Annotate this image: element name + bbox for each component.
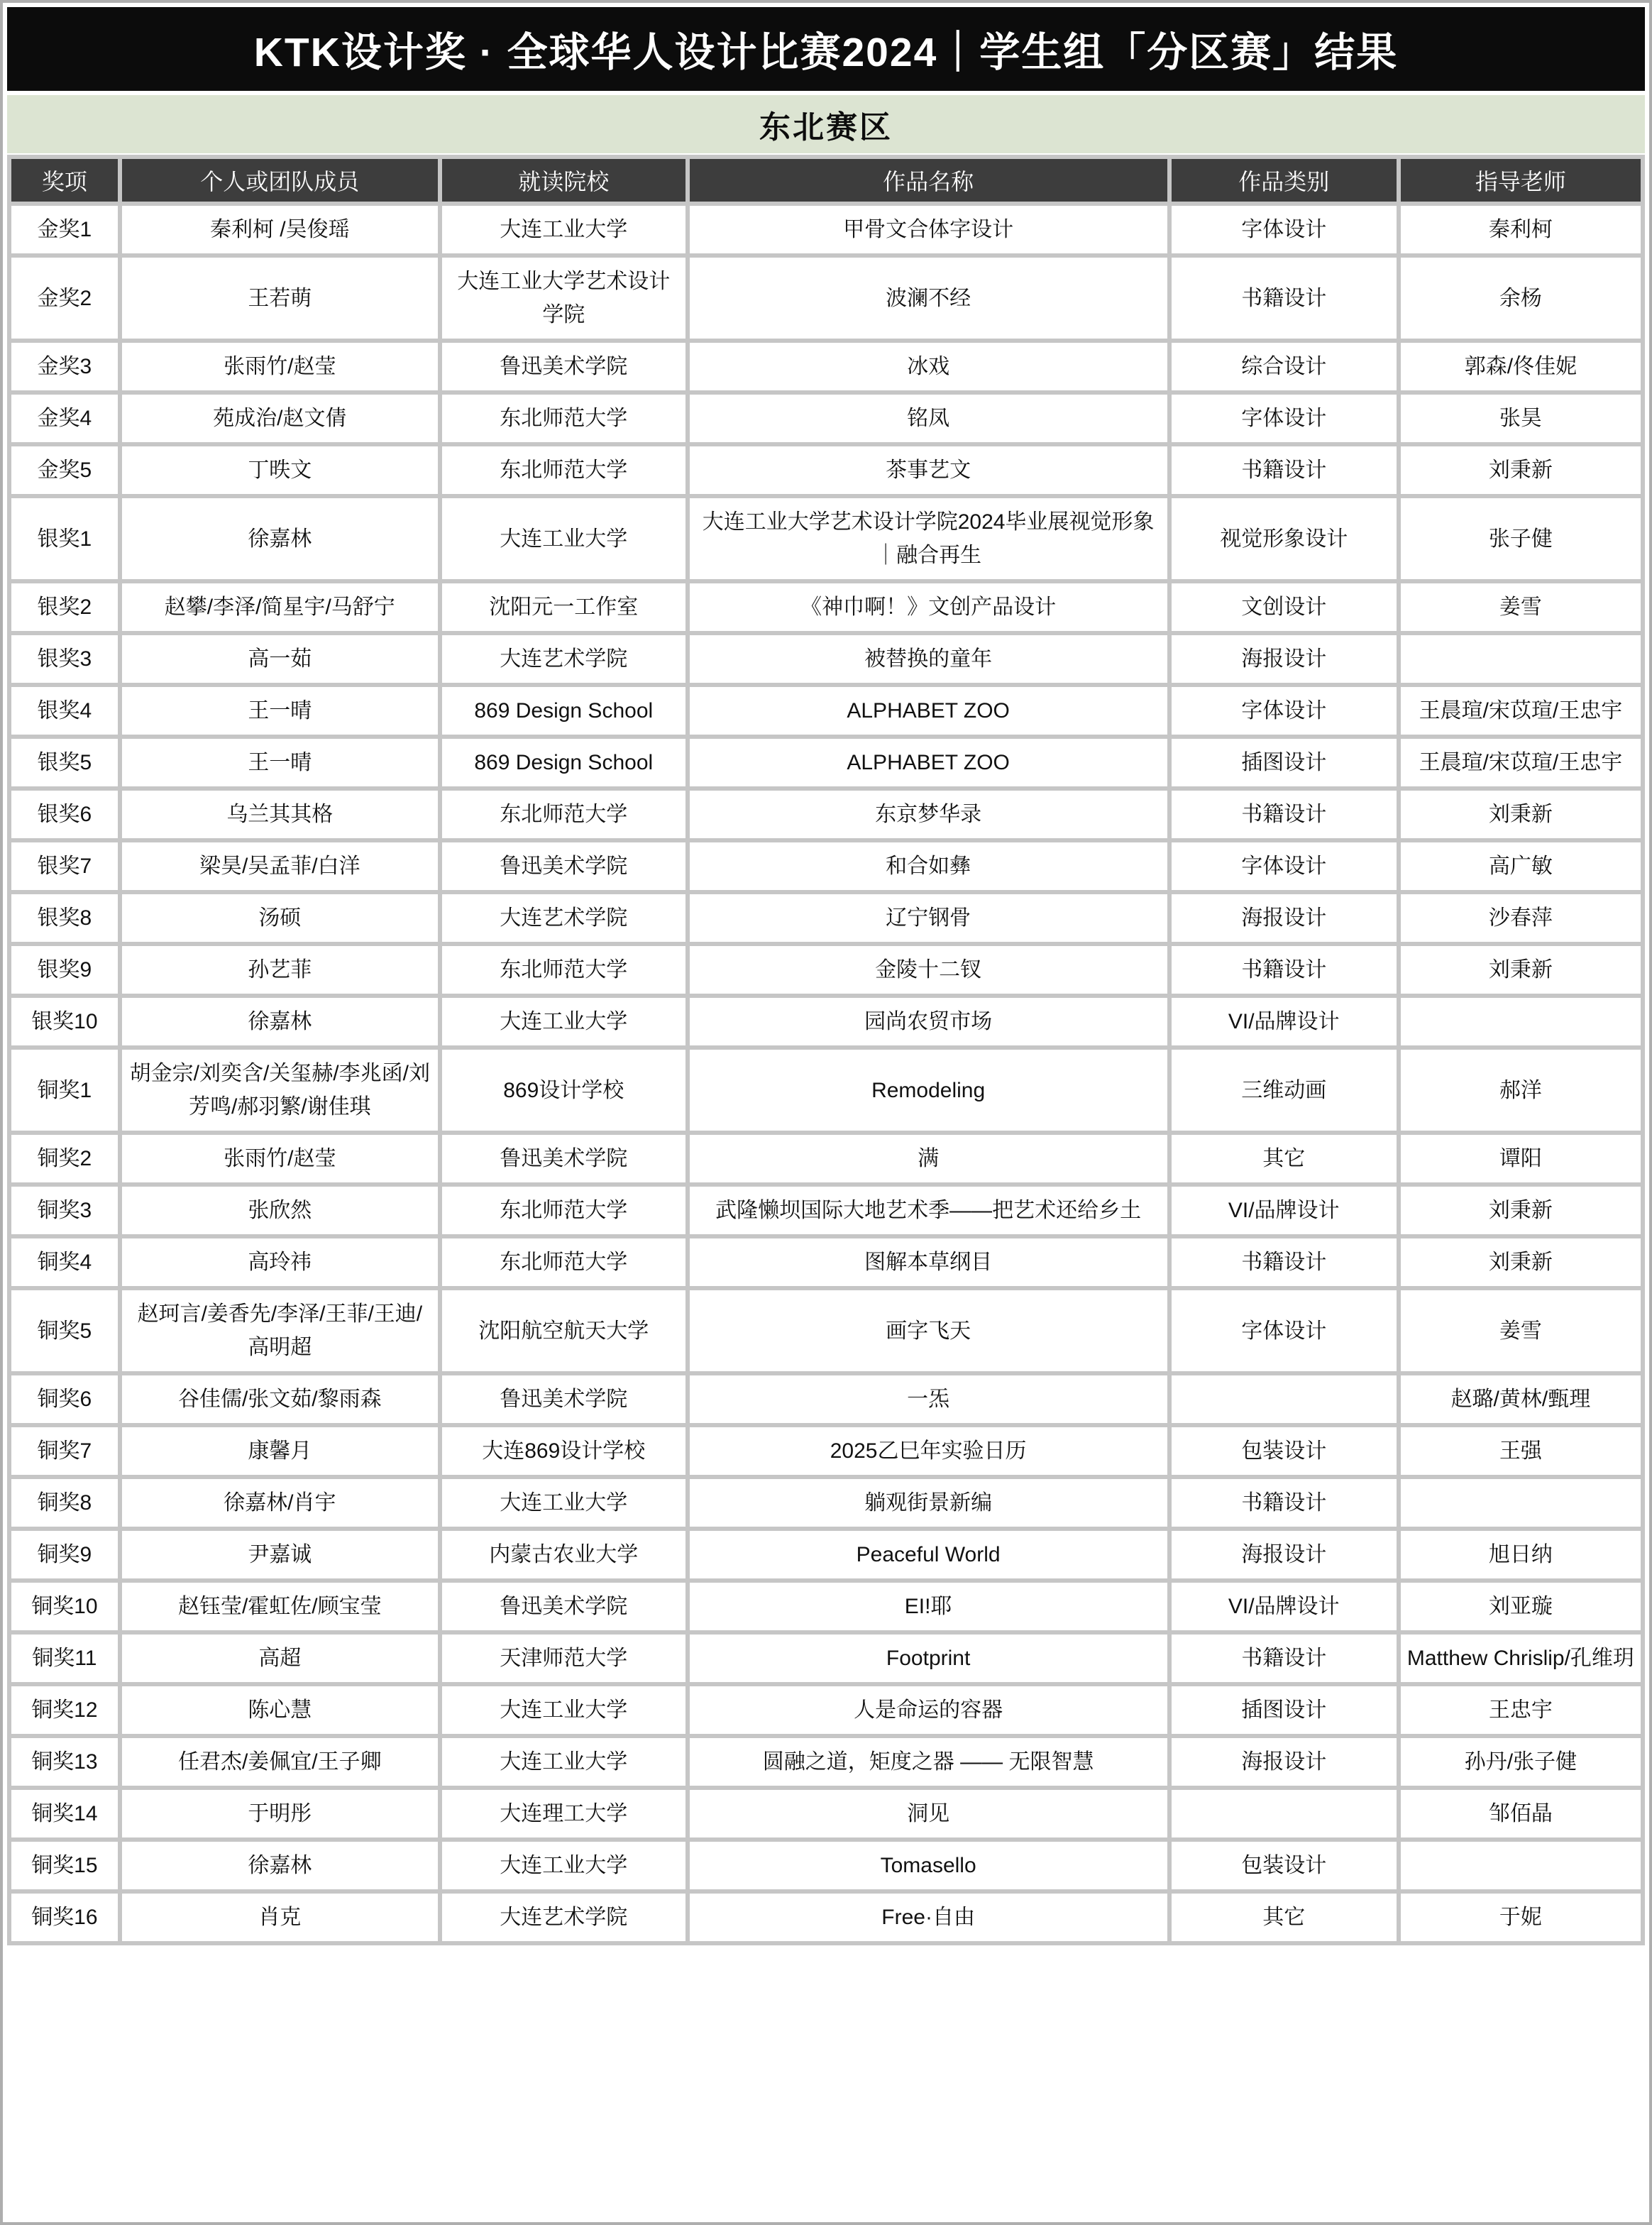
award-cell: 铜奖5 — [9, 1288, 120, 1373]
teacher-cell — [1399, 1840, 1643, 1891]
table-row — [9, 1477, 1643, 1529]
teacher-cell — [1399, 633, 1643, 685]
category-cell: 书籍设计 — [1169, 1477, 1399, 1529]
work-cell: Remodeling — [688, 1048, 1169, 1133]
table-row — [9, 1788, 1643, 1840]
members-cell: 胡金宗/刘奕含/关玺赫/李兆函/刘芳鸣/郝羽繁/谢佳琪 — [120, 1048, 440, 1133]
results-table-body — [9, 204, 1643, 1943]
category-cell: 插图设计 — [1169, 1684, 1399, 1736]
table-row — [9, 496, 1643, 581]
award-cell: 银奖1 — [9, 496, 120, 581]
school-cell: 大连工业大学 — [440, 204, 688, 256]
teacher-cell: 姜雪 — [1399, 581, 1643, 633]
table-row — [9, 840, 1643, 892]
table-row — [9, 892, 1643, 944]
award-cell: 铜奖12 — [9, 1684, 120, 1736]
teacher-cell: 高广敏 — [1399, 840, 1643, 892]
school-cell: 大连工业大学 — [440, 1840, 688, 1891]
table-row — [9, 685, 1643, 737]
work-cell: 东京梦华录 — [688, 789, 1169, 840]
category-cell: 文创设计 — [1169, 581, 1399, 633]
teacher-cell: 谭阳 — [1399, 1133, 1643, 1185]
award-cell: 银奖2 — [9, 581, 120, 633]
school-cell: 天津师范大学 — [440, 1632, 688, 1684]
teacher-cell: Matthew Chrislip/孔维玥 — [1399, 1632, 1643, 1684]
work-cell: Tomasello — [688, 1840, 1169, 1891]
table-row — [9, 444, 1643, 496]
award-cell: 银奖3 — [9, 633, 120, 685]
category-cell: 海报设计 — [1169, 1736, 1399, 1788]
category-cell: 插图设计 — [1169, 737, 1399, 789]
school-cell: 东北师范大学 — [440, 444, 688, 496]
school-cell: 大连艺术学院 — [440, 1891, 688, 1943]
work-cell: 圆融之道，矩度之器 —— 无限智慧 — [688, 1736, 1169, 1788]
members-cell: 赵珂言/姜香先/李泽/王菲/王迪/高明超 — [120, 1288, 440, 1373]
teacher-cell: 秦利柯 — [1399, 204, 1643, 256]
school-cell: 鲁迅美术学院 — [440, 341, 688, 392]
work-cell: 武隆懒坝国际大地艺术季——把艺术还给乡土 — [688, 1185, 1169, 1236]
members-cell: 苑成治/赵文倩 — [120, 392, 440, 444]
award-cell: 铜奖7 — [9, 1425, 120, 1477]
category-cell: 书籍设计 — [1169, 256, 1399, 341]
members-cell: 陈心慧 — [120, 1684, 440, 1736]
members-cell: 张雨竹/赵莹 — [120, 341, 440, 392]
members-cell: 汤硕 — [120, 892, 440, 944]
school-cell: 东北师范大学 — [440, 1236, 688, 1288]
table-row — [9, 341, 1643, 392]
school-cell: 东北师范大学 — [440, 1185, 688, 1236]
category-cell: VI/品牌设计 — [1169, 1185, 1399, 1236]
table-row — [9, 1288, 1643, 1373]
work-cell: 躺观街景新编 — [688, 1477, 1169, 1529]
award-cell: 银奖5 — [9, 737, 120, 789]
school-cell: 大连工业大学 — [440, 1736, 688, 1788]
school-cell: 东北师范大学 — [440, 392, 688, 444]
table-row — [9, 204, 1643, 256]
school-cell: 大连理工大学 — [440, 1788, 688, 1840]
members-cell: 张雨竹/赵莹 — [120, 1133, 440, 1185]
category-cell: 综合设计 — [1169, 341, 1399, 392]
members-cell: 任君杰/姜佩宜/王子卿 — [120, 1736, 440, 1788]
table-row — [9, 1684, 1643, 1736]
region-title: 东北赛区 — [7, 95, 1645, 153]
work-cell: 和合如彝 — [688, 840, 1169, 892]
school-cell: 大连工业大学 — [440, 996, 688, 1048]
award-cell: 银奖6 — [9, 789, 120, 840]
table-row — [9, 1425, 1643, 1477]
col-header-teacher: 指导老师 — [1399, 157, 1643, 204]
members-cell: 康馨月 — [120, 1425, 440, 1477]
award-cell: 铜奖1 — [9, 1048, 120, 1133]
teacher-cell: 刘秉新 — [1399, 444, 1643, 496]
table-row — [9, 1840, 1643, 1891]
work-cell: 金陵十二钗 — [688, 944, 1169, 996]
award-cell: 铜奖13 — [9, 1736, 120, 1788]
teacher-cell: 张昊 — [1399, 392, 1643, 444]
work-cell: ALPHABET ZOO — [688, 737, 1169, 789]
award-cell: 铜奖2 — [9, 1133, 120, 1185]
teacher-cell: 余杨 — [1399, 256, 1643, 341]
award-cell: 铜奖6 — [9, 1373, 120, 1425]
teacher-cell: 刘秉新 — [1399, 1236, 1643, 1288]
category-cell — [1169, 1373, 1399, 1425]
members-cell: 尹嘉诚 — [120, 1529, 440, 1581]
school-cell: 东北师范大学 — [440, 789, 688, 840]
category-cell: 字体设计 — [1169, 392, 1399, 444]
table-header — [9, 157, 1643, 204]
table-row — [9, 633, 1643, 685]
category-cell: 三维动画 — [1169, 1048, 1399, 1133]
table-row — [9, 944, 1643, 996]
category-cell — [1169, 1788, 1399, 1840]
teacher-cell: 旭日纳 — [1399, 1529, 1643, 1581]
teacher-cell: 王强 — [1399, 1425, 1643, 1477]
work-cell: 《神巾啊！》文创产品设计 — [688, 581, 1169, 633]
school-cell: 沈阳元一工作室 — [440, 581, 688, 633]
school-cell: 鲁迅美术学院 — [440, 1373, 688, 1425]
members-cell: 王一晴 — [120, 685, 440, 737]
members-cell: 丁昳文 — [120, 444, 440, 496]
results-table — [7, 155, 1645, 1945]
table-row — [9, 1891, 1643, 1943]
award-cell: 铜奖9 — [9, 1529, 120, 1581]
category-cell: 包装设计 — [1169, 1840, 1399, 1891]
school-cell: 大连工业大学 — [440, 1477, 688, 1529]
members-cell: 于明彤 — [120, 1788, 440, 1840]
col-header-work: 作品名称 — [688, 157, 1169, 204]
school-cell: 869 Design School — [440, 685, 688, 737]
school-cell: 沈阳航空航天大学 — [440, 1288, 688, 1373]
category-cell: 书籍设计 — [1169, 444, 1399, 496]
school-cell: 大连艺术学院 — [440, 892, 688, 944]
award-cell: 银奖8 — [9, 892, 120, 944]
award-cell: 铜奖10 — [9, 1581, 120, 1632]
teacher-cell: 王晨瑄/宋苡瑄/王忠宇 — [1399, 737, 1643, 789]
category-cell: 书籍设计 — [1169, 789, 1399, 840]
members-cell: 乌兰其其格 — [120, 789, 440, 840]
category-cell: 包装设计 — [1169, 1425, 1399, 1477]
teacher-cell: 刘秉新 — [1399, 789, 1643, 840]
teacher-cell: 孙丹/张子健 — [1399, 1736, 1643, 1788]
table-row — [9, 581, 1643, 633]
award-cell: 金奖3 — [9, 341, 120, 392]
teacher-cell: 王忠宇 — [1399, 1684, 1643, 1736]
category-cell: VI/品牌设计 — [1169, 1581, 1399, 1632]
teacher-cell: 沙春萍 — [1399, 892, 1643, 944]
award-cell: 金奖1 — [9, 204, 120, 256]
members-cell: 王若萌 — [120, 256, 440, 341]
award-cell: 银奖10 — [9, 996, 120, 1048]
col-header-school: 就读院校 — [440, 157, 688, 204]
table-row — [9, 392, 1643, 444]
award-cell: 银奖9 — [9, 944, 120, 996]
table-row — [9, 1581, 1643, 1632]
table-row — [9, 1048, 1643, 1133]
teacher-cell — [1399, 1477, 1643, 1529]
work-cell: 图解本草纲目 — [688, 1236, 1169, 1288]
work-cell: Free·自由 — [688, 1891, 1169, 1943]
teacher-cell: 刘亚璇 — [1399, 1581, 1643, 1632]
work-cell: 满 — [688, 1133, 1169, 1185]
teacher-cell: 王晨瑄/宋苡瑄/王忠宇 — [1399, 685, 1643, 737]
work-cell: 被替换的童年 — [688, 633, 1169, 685]
work-cell: 洞见 — [688, 1788, 1169, 1840]
award-cell: 铜奖4 — [9, 1236, 120, 1288]
members-cell: 张欣然 — [120, 1185, 440, 1236]
work-cell: ALPHABET ZOO — [688, 685, 1169, 737]
work-cell: 甲骨文合体字设计 — [688, 204, 1169, 256]
category-cell: 其它 — [1169, 1133, 1399, 1185]
table-row — [9, 1632, 1643, 1684]
table-row — [9, 737, 1643, 789]
category-cell: 海报设计 — [1169, 633, 1399, 685]
table-row — [9, 1736, 1643, 1788]
work-cell: 冰戏 — [688, 341, 1169, 392]
members-cell: 秦利柯 /吴俊瑶 — [120, 204, 440, 256]
members-cell: 孙艺菲 — [120, 944, 440, 996]
members-cell: 谷佳儒/张文茹/黎雨森 — [120, 1373, 440, 1425]
school-cell: 内蒙古农业大学 — [440, 1529, 688, 1581]
category-cell: 其它 — [1169, 1891, 1399, 1943]
award-cell: 铜奖3 — [9, 1185, 120, 1236]
award-cell: 铜奖8 — [9, 1477, 120, 1529]
col-header-category: 作品类别 — [1169, 157, 1399, 204]
award-cell: 银奖4 — [9, 685, 120, 737]
work-cell: 波澜不经 — [688, 256, 1169, 341]
school-cell: 大连工业大学艺术设计学院 — [440, 256, 688, 341]
work-cell: 茶事艺文 — [688, 444, 1169, 496]
category-cell: 海报设计 — [1169, 892, 1399, 944]
award-cell: 铜奖16 — [9, 1891, 120, 1943]
members-cell: 王一晴 — [120, 737, 440, 789]
table-row — [9, 1133, 1643, 1185]
category-cell: 字体设计 — [1169, 840, 1399, 892]
school-cell: 大连艺术学院 — [440, 633, 688, 685]
col-header-award: 奖项 — [9, 157, 120, 204]
school-cell: 东北师范大学 — [440, 944, 688, 996]
category-cell: 字体设计 — [1169, 204, 1399, 256]
teacher-cell: 郝洋 — [1399, 1048, 1643, 1133]
table-row — [9, 1236, 1643, 1288]
award-cell: 金奖5 — [9, 444, 120, 496]
table-row — [9, 1185, 1643, 1236]
work-cell: 画字飞天 — [688, 1288, 1169, 1373]
award-cell: 铜奖15 — [9, 1840, 120, 1891]
teacher-cell: 张子健 — [1399, 496, 1643, 581]
work-cell: 2025乙巳年实验日历 — [688, 1425, 1169, 1477]
work-cell: 园尚农贸市场 — [688, 996, 1169, 1048]
category-cell: 字体设计 — [1169, 685, 1399, 737]
table-row — [9, 256, 1643, 341]
teacher-cell: 于妮 — [1399, 1891, 1643, 1943]
members-cell: 徐嘉林 — [120, 1840, 440, 1891]
work-cell: 人是命运的容器 — [688, 1684, 1169, 1736]
page-title: KTK设计奖 · 全球华人设计比赛2024｜学生组「分区赛」结果 — [7, 7, 1645, 91]
category-cell: 字体设计 — [1169, 1288, 1399, 1373]
teacher-cell: 郭森/佟佳妮 — [1399, 341, 1643, 392]
award-cell: 金奖2 — [9, 256, 120, 341]
teacher-cell: 邹佰晶 — [1399, 1788, 1643, 1840]
members-cell: 徐嘉林/肖宇 — [120, 1477, 440, 1529]
work-cell: Peaceful World — [688, 1529, 1169, 1581]
school-cell: 鲁迅美术学院 — [440, 1581, 688, 1632]
school-cell: 鲁迅美术学院 — [440, 1133, 688, 1185]
teacher-cell: 刘秉新 — [1399, 1185, 1643, 1236]
table-row — [9, 789, 1643, 840]
category-cell: 书籍设计 — [1169, 1236, 1399, 1288]
members-cell: 徐嘉林 — [120, 496, 440, 581]
members-cell: 高玲祎 — [120, 1236, 440, 1288]
col-header-members: 个人或团队成员 — [120, 157, 440, 204]
teacher-cell: 赵璐/黄林/甄理 — [1399, 1373, 1643, 1425]
table-row — [9, 1373, 1643, 1425]
school-cell: 鲁迅美术学院 — [440, 840, 688, 892]
members-cell: 肖克 — [120, 1891, 440, 1943]
award-cell: 金奖4 — [9, 392, 120, 444]
teacher-cell: 姜雪 — [1399, 1288, 1643, 1373]
award-cell: 银奖7 — [9, 840, 120, 892]
category-cell: 视觉形象设计 — [1169, 496, 1399, 581]
work-cell: 铭凤 — [688, 392, 1169, 444]
school-cell: 869设计学校 — [440, 1048, 688, 1133]
work-cell: EI!耶 — [688, 1581, 1169, 1632]
work-cell: 辽宁钢骨 — [688, 892, 1169, 944]
members-cell: 高超 — [120, 1632, 440, 1684]
table-row — [9, 1529, 1643, 1581]
category-cell: 书籍设计 — [1169, 1632, 1399, 1684]
table-row — [9, 996, 1643, 1048]
school-cell: 大连工业大学 — [440, 1684, 688, 1736]
members-cell: 梁昊/吴孟菲/白洋 — [120, 840, 440, 892]
award-cell: 铜奖14 — [9, 1788, 120, 1840]
work-cell: 一炁 — [688, 1373, 1169, 1425]
award-cell: 铜奖11 — [9, 1632, 120, 1684]
school-cell: 大连869设计学校 — [440, 1425, 688, 1477]
members-cell: 高一茹 — [120, 633, 440, 685]
category-cell: 书籍设计 — [1169, 944, 1399, 996]
work-cell: 大连工业大学艺术设计学院2024毕业展视觉形象｜融合再生 — [688, 496, 1169, 581]
members-cell: 赵攀/李泽/简星宇/马舒宁 — [120, 581, 440, 633]
members-cell: 赵钰莹/霍虹佐/顾宝莹 — [120, 1581, 440, 1632]
category-cell: 海报设计 — [1169, 1529, 1399, 1581]
school-cell: 大连工业大学 — [440, 496, 688, 581]
category-cell: VI/品牌设计 — [1169, 996, 1399, 1048]
school-cell: 869 Design School — [440, 737, 688, 789]
members-cell: 徐嘉林 — [120, 996, 440, 1048]
header-row — [9, 157, 1643, 204]
teacher-cell — [1399, 996, 1643, 1048]
work-cell: Footprint — [688, 1632, 1169, 1684]
teacher-cell: 刘秉新 — [1399, 944, 1643, 996]
